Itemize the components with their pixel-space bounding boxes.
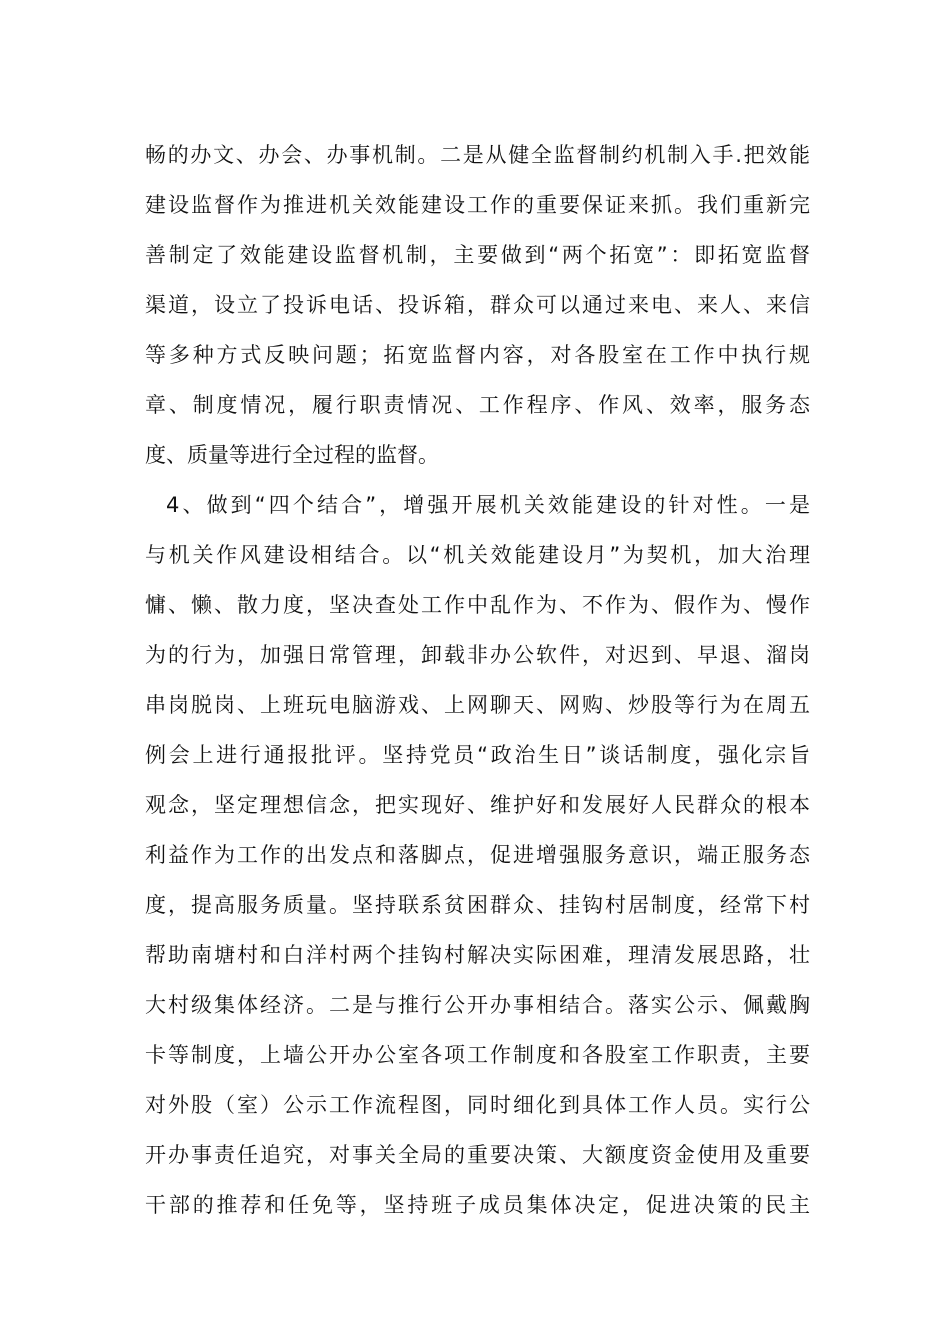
text-line: 串岗脱岗、上班玩电脑游戏、上网聊天、网购、炒股等行为在周五 bbox=[145, 693, 810, 717]
text-line: 渠道，设立了投诉电话、投诉箱，群众可以通过来电、来人、来信 bbox=[145, 293, 810, 317]
text-line: 善制定了效能建设监督机制，主要做到“两个拓宽”：即拓宽监督 bbox=[145, 243, 810, 267]
text-line: 帮助南塘村和白洋村两个挂钩村解决实际困难，理清发展思路，壮 bbox=[145, 943, 810, 967]
text-line: 畅的办文、办会、办事机制。二是从健全监督制约机制入手.把效能 bbox=[145, 143, 810, 167]
text-line: 例会上进行通报批评。坚持党员“政治生日”谈话制度，强化宗旨 bbox=[145, 743, 810, 767]
text-line: 度，提高服务质量。坚持联系贫困群众、挂钩村居制度，经常下村 bbox=[145, 893, 810, 917]
text-line: 卡等制度，上墙公开办公室各项工作制度和各股室工作职责，主要 bbox=[145, 1043, 810, 1067]
text-line: 开办事责任追究，对事关全局的重要决策、大额度资金使用及重要 bbox=[145, 1143, 810, 1167]
text-line: 大村级集体经济。二是与推行公开办事相结合。落实公示、佩戴胸 bbox=[145, 993, 810, 1017]
text-line: 建设监督作为推进机关效能建设工作的重要保证来抓。我们重新完 bbox=[145, 193, 810, 217]
text-line: 度、质量等进行全过程的监督。 bbox=[145, 443, 439, 467]
text-line: 为的行为，加强日常管理，卸载非办公软件，对迟到、早退、溜岗 bbox=[145, 643, 810, 667]
text-line: 对外股（室）公示工作流程图，同时细化到具体工作人员。实行公 bbox=[145, 1093, 810, 1117]
text-line: 干部的推荐和任免等，坚持班子成员集体决定，促进决策的民主 bbox=[145, 1193, 810, 1217]
text-line: 观念，坚定理想信念，把实现好、维护好和发展好人民群众的根本 bbox=[145, 793, 810, 817]
body-text bbox=[145, 130, 810, 1230]
text-line: 章、制度情况，履行职责情况、工作程序、作风、效率，服务态 bbox=[145, 393, 810, 417]
paragraph-heading-line: 4、做到“四个结合”，增强开展机关效能建设的针对性。一是 bbox=[166, 493, 810, 517]
text-line: 利益作为工作的出发点和落脚点，促进增强服务意识，端正服务态 bbox=[145, 843, 810, 867]
text-line: 等多种方式反映问题；拓宽监督内容，对各股室在工作中执行规 bbox=[145, 343, 810, 367]
text-line: 慵、懒、散力度，坚决查处工作中乱作为、不作为、假作为、慢作 bbox=[145, 593, 810, 617]
text-line: 与机关作风建设相结合。以“机关效能建设月”为契机，加大治理 bbox=[145, 543, 810, 567]
